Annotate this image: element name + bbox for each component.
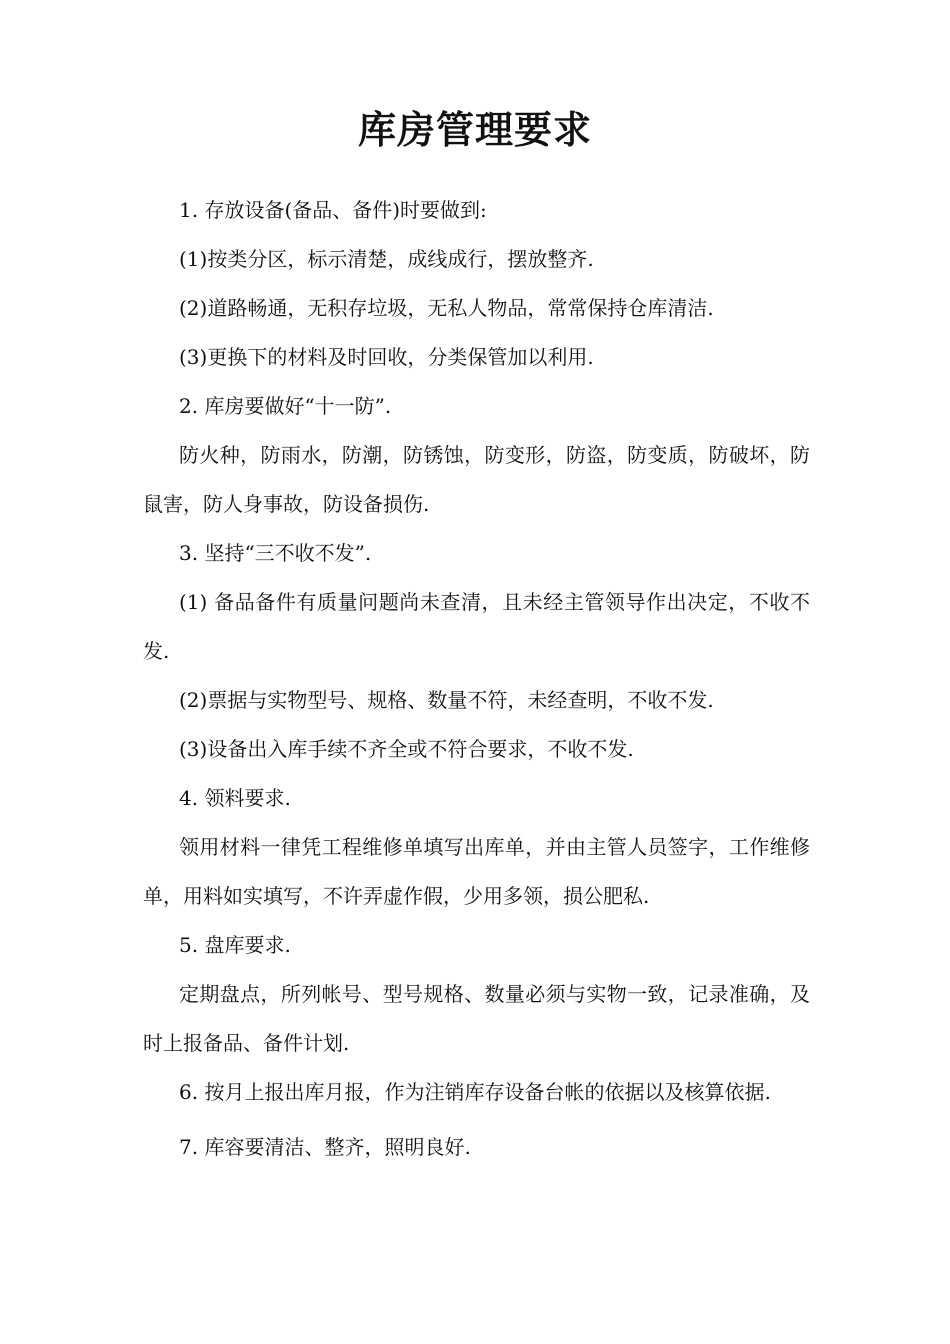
paragraph-3: (2)道路畅通，无积存垃圾，无私人物品，常常保持仓库清洁. — [179, 296, 714, 320]
paragraph-7: 3. 坚持“三不收不发”. — [179, 541, 372, 565]
paragraph-9: (2)票据与实物型号、规格、数量不符，未经查明，不收不发. — [179, 688, 714, 712]
paragraph-5: 2. 库房要做好“十一防”. — [179, 394, 392, 418]
paragraph-11: 4. 领料要求. — [179, 786, 291, 810]
paragraph-2: (1)按类分区，标示清楚，成线成行，摆放整齐. — [179, 247, 594, 271]
paragraph-4: (3)更换下的材料及时回收，分类保管加以利用. — [179, 345, 594, 369]
paragraph-12: 领用材料一律凭工程维修单填写出库单，并由主管人员签字，工作维修单，用料如实填写，不许弄虚作假，少用多领，损公肥私. — [143, 835, 810, 908]
paragraph-14: 定期盘点，所列帐号、型号规格、数量必须与实物一致，记录准确，及时上报备品、备件计划. — [143, 982, 810, 1055]
paragraph-10: (3)设备出入库手续不齐全或不符合要求，不收不发. — [179, 737, 634, 761]
paragraph-6: 防火种，防雨水，防潮，防锈蚀，防变形，防盗，防变质，防破坏，防鼠害，防人身事故，防设备损伤. — [143, 443, 810, 516]
document-title: 库房管理要求 — [357, 108, 592, 152]
paragraph-16: 7. 库容要清洁、整齐，照明良好. — [179, 1135, 471, 1159]
paragraph-1: 1. 存放设备(备品、备件)时要做到: — [179, 198, 487, 222]
paragraph-15: 6. 按月上报出库月报，作为注销库存设备台帐的依据以及核算依据. — [179, 1080, 771, 1104]
paragraph-8: (1) 备品备件有质量问题尚未查清，且未经主管领导作出决定，不收不发. — [143, 590, 810, 663]
document-body — [143, 186, 810, 1172]
paragraph-13: 5. 盘库要求. — [179, 933, 291, 957]
